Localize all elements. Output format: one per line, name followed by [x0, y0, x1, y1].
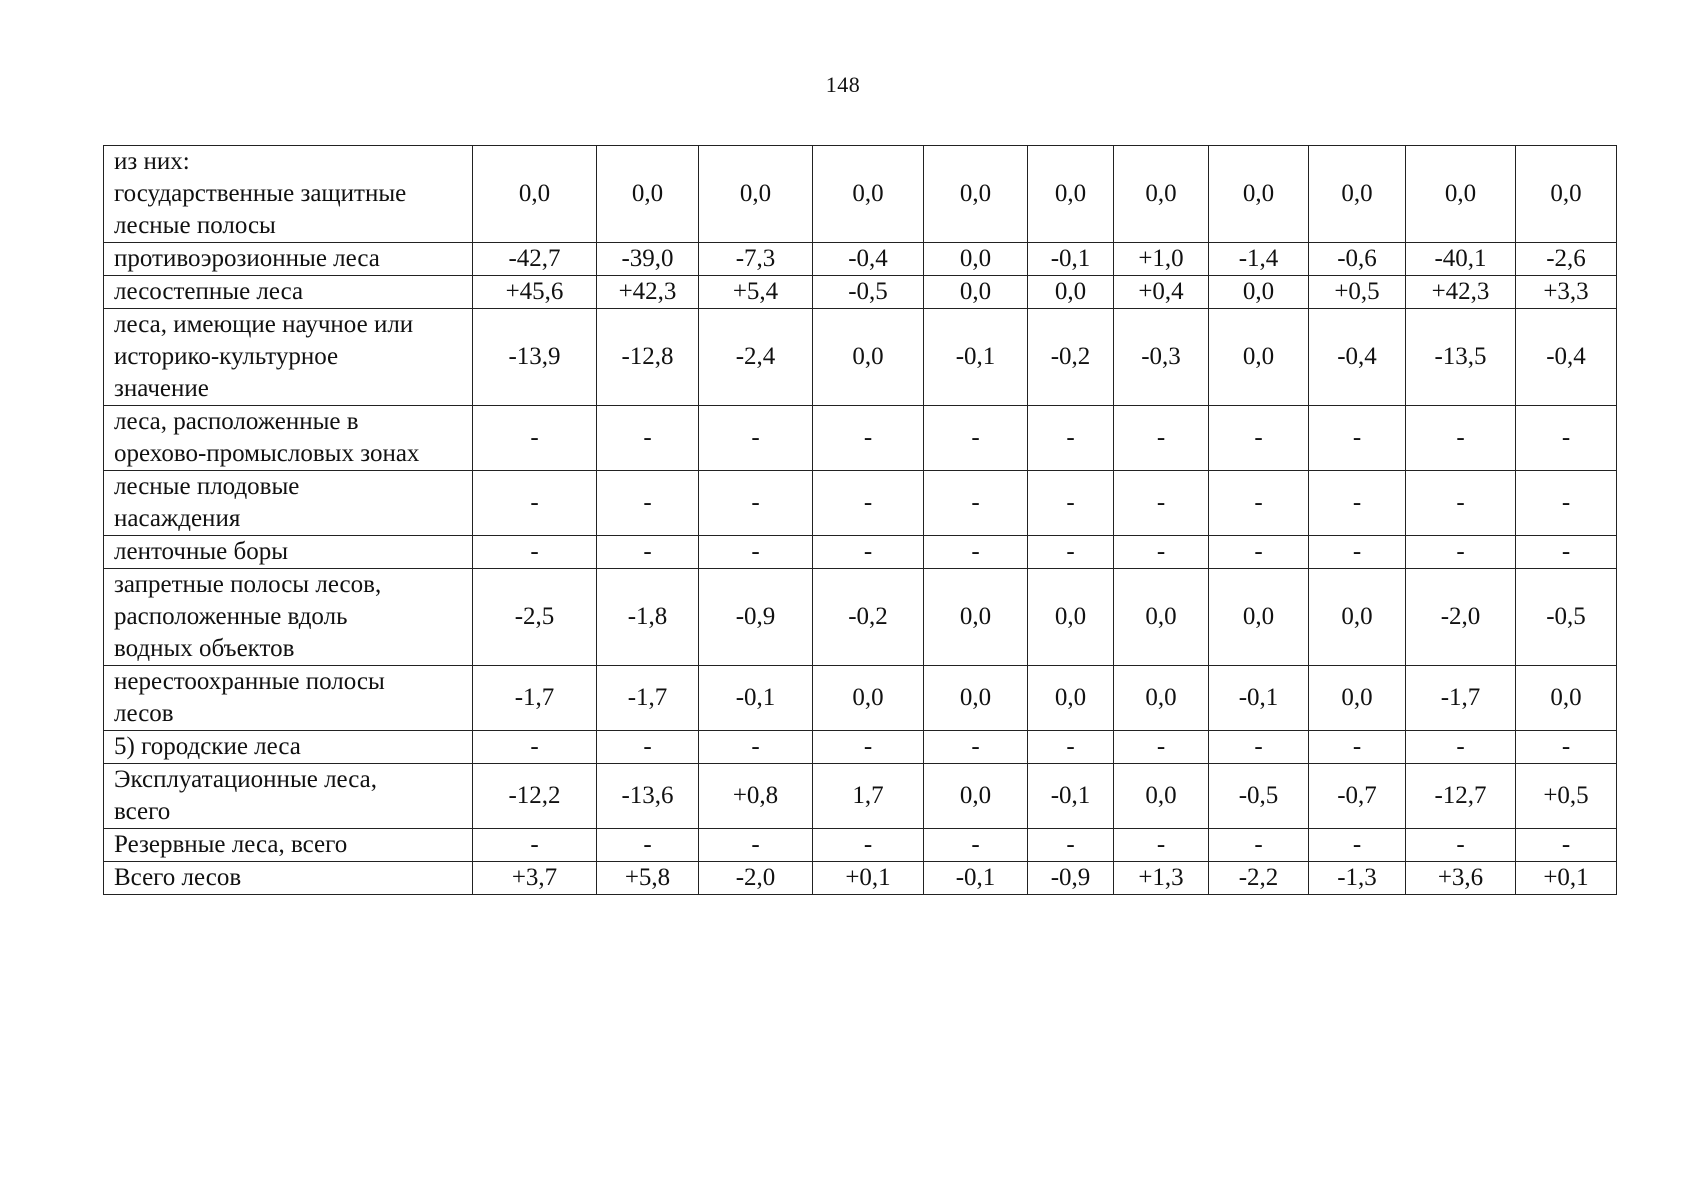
value-cell: 0,0 [1209, 276, 1309, 309]
value-cell: - [473, 731, 597, 764]
value-cell: - [1309, 536, 1406, 569]
value-cell: -0,4 [813, 243, 924, 276]
value-cell: -1,7 [1406, 666, 1516, 731]
value-cell: 0,0 [924, 666, 1028, 731]
value-cell: 1,7 [813, 764, 924, 829]
value-cell: - [1114, 406, 1209, 471]
value-cell: -2,5 [473, 569, 597, 666]
value-cell: - [1209, 406, 1309, 471]
value-cell: 0,0 [1209, 146, 1309, 243]
value-cell: - [699, 829, 813, 862]
value-cell: - [813, 829, 924, 862]
value-cell: - [1114, 471, 1209, 536]
value-cell: 0,0 [1209, 569, 1309, 666]
value-cell: - [1406, 731, 1516, 764]
value-cell: - [597, 829, 699, 862]
value-cell: 0,0 [1114, 764, 1209, 829]
table-row [104, 569, 1617, 666]
value-cell: - [924, 731, 1028, 764]
value-cell: - [813, 406, 924, 471]
value-cell: - [699, 471, 813, 536]
value-cell: - [1516, 731, 1617, 764]
value-cell: - [1209, 829, 1309, 862]
value-cell: - [924, 536, 1028, 569]
value-cell: - [1028, 406, 1114, 471]
value-cell: -13,9 [473, 309, 597, 406]
value-cell: - [473, 829, 597, 862]
page-number: 148 [825, 72, 861, 97]
value-cell: -0,4 [1309, 309, 1406, 406]
value-cell: 0,0 [1114, 569, 1209, 666]
value-cell: 0,0 [1309, 146, 1406, 243]
value-cell: - [1028, 731, 1114, 764]
value-cell: - [1516, 471, 1617, 536]
value-cell: - [1516, 829, 1617, 862]
value-cell: +5,8 [597, 862, 699, 895]
table-row [104, 829, 1617, 862]
value-cell: +0,8 [699, 764, 813, 829]
value-cell: 0,0 [1114, 666, 1209, 731]
value-cell: -0,1 [924, 862, 1028, 895]
value-cell: - [1516, 536, 1617, 569]
value-cell: 0,0 [1406, 146, 1516, 243]
value-cell: -13,5 [1406, 309, 1516, 406]
value-cell: -12,8 [597, 309, 699, 406]
value-cell: -0,9 [1028, 862, 1114, 895]
value-cell: +0,5 [1309, 276, 1406, 309]
value-cell: - [1209, 471, 1309, 536]
value-cell: - [1309, 406, 1406, 471]
table-row [104, 666, 1617, 731]
value-cell: -2,4 [699, 309, 813, 406]
table-row [104, 764, 1617, 829]
table-row [104, 243, 1617, 276]
table-row [104, 309, 1617, 406]
value-cell: - [1309, 829, 1406, 862]
value-cell: +45,6 [473, 276, 597, 309]
value-cell: -12,2 [473, 764, 597, 829]
row-label: Резервные леса, всего [104, 829, 473, 862]
value-cell: -1,4 [1209, 243, 1309, 276]
value-cell: -0,2 [813, 569, 924, 666]
value-cell: +0,1 [813, 862, 924, 895]
value-cell: -0,1 [924, 309, 1028, 406]
value-cell: -0,1 [1209, 666, 1309, 731]
value-cell: - [1114, 829, 1209, 862]
value-cell: - [1028, 536, 1114, 569]
row-label: нерестоохранные полосы лесов [104, 666, 473, 731]
value-cell: - [1028, 471, 1114, 536]
value-cell: 0,0 [813, 666, 924, 731]
value-cell: +3,6 [1406, 862, 1516, 895]
value-cell: - [1114, 731, 1209, 764]
value-cell: -1,3 [1309, 862, 1406, 895]
row-label: 5) городские леса [104, 731, 473, 764]
value-cell: - [699, 406, 813, 471]
value-cell: -39,0 [597, 243, 699, 276]
value-cell: - [924, 471, 1028, 536]
value-cell: - [699, 731, 813, 764]
value-cell: 0,0 [473, 146, 597, 243]
value-cell: +0,5 [1516, 764, 1617, 829]
value-cell: +0,4 [1114, 276, 1209, 309]
value-cell: +0,1 [1516, 862, 1617, 895]
value-cell: 0,0 [1028, 569, 1114, 666]
value-cell: 0,0 [1028, 276, 1114, 309]
value-cell: -0,5 [1516, 569, 1617, 666]
value-cell: -12,7 [1406, 764, 1516, 829]
value-cell: -0,4 [1516, 309, 1617, 406]
row-label: леса, расположенные в орехово-промысловых зонах [104, 406, 473, 471]
row-label: из них: государственные защитные лесные полосы [104, 146, 473, 243]
value-cell: -0,1 [699, 666, 813, 731]
value-cell: 0,0 [1209, 309, 1309, 406]
row-label: запретные полосы лесов, расположенные вдоль водных объектов [104, 569, 473, 666]
value-cell: -2,0 [1406, 569, 1516, 666]
table-row [104, 471, 1617, 536]
value-cell: - [813, 731, 924, 764]
value-cell: +5,4 [699, 276, 813, 309]
value-cell: - [1028, 829, 1114, 862]
value-cell: 0,0 [1309, 569, 1406, 666]
value-cell: +42,3 [1406, 276, 1516, 309]
value-cell: -0,1 [1028, 764, 1114, 829]
row-label: ленточные боры [104, 536, 473, 569]
value-cell: -42,7 [473, 243, 597, 276]
value-cell: - [597, 536, 699, 569]
value-cell: +1,0 [1114, 243, 1209, 276]
value-cell: - [597, 731, 699, 764]
value-cell: - [597, 471, 699, 536]
value-cell: -40,1 [1406, 243, 1516, 276]
value-cell: -2,0 [699, 862, 813, 895]
value-cell: -0,9 [699, 569, 813, 666]
value-cell: +1,3 [1114, 862, 1209, 895]
value-cell: - [1209, 731, 1309, 764]
value-cell: - [924, 406, 1028, 471]
value-cell: 0,0 [1114, 146, 1209, 243]
value-cell: -1,7 [473, 666, 597, 731]
value-cell: 0,0 [924, 764, 1028, 829]
value-cell: - [1516, 406, 1617, 471]
value-cell: - [813, 536, 924, 569]
value-cell: 0,0 [924, 146, 1028, 243]
value-cell: - [699, 536, 813, 569]
value-cell: 0,0 [1516, 146, 1617, 243]
value-cell: 0,0 [813, 309, 924, 406]
row-label: Всего лесов [104, 862, 473, 895]
table-row [104, 536, 1617, 569]
table-row [104, 276, 1617, 309]
value-cell: -13,6 [597, 764, 699, 829]
value-cell: - [924, 829, 1028, 862]
value-cell: - [1114, 536, 1209, 569]
value-cell: - [1406, 829, 1516, 862]
row-label: лесные плодовые насаждения [104, 471, 473, 536]
value-cell: +3,7 [473, 862, 597, 895]
value-cell: - [473, 406, 597, 471]
value-cell: -0,1 [1028, 243, 1114, 276]
row-label: Эксплуатационные леса, всего [104, 764, 473, 829]
value-cell: 0,0 [924, 243, 1028, 276]
table-row [104, 146, 1617, 243]
table-row [104, 731, 1617, 764]
value-cell: -2,6 [1516, 243, 1617, 276]
value-cell: - [1309, 731, 1406, 764]
value-cell: -1,8 [597, 569, 699, 666]
value-cell: -0,6 [1309, 243, 1406, 276]
value-cell: 0,0 [1028, 666, 1114, 731]
row-label: лесостепные леса [104, 276, 473, 309]
value-cell: - [1209, 536, 1309, 569]
value-cell: -0,2 [1028, 309, 1114, 406]
row-label: леса, имеющие научное или историко-культурное значение [104, 309, 473, 406]
value-cell: - [1406, 536, 1516, 569]
value-cell: -7,3 [699, 243, 813, 276]
value-cell: - [1406, 406, 1516, 471]
value-cell: - [473, 536, 597, 569]
value-cell: -2,2 [1209, 862, 1309, 895]
value-cell: 0,0 [1028, 146, 1114, 243]
value-cell: 0,0 [924, 276, 1028, 309]
value-cell: +42,3 [597, 276, 699, 309]
value-cell: 0,0 [813, 146, 924, 243]
table-row [104, 406, 1617, 471]
table-row [104, 862, 1617, 895]
value-cell: 0,0 [597, 146, 699, 243]
value-cell: 0,0 [1309, 666, 1406, 731]
table-body [104, 146, 1617, 895]
value-cell: -0,5 [1209, 764, 1309, 829]
value-cell: +3,3 [1516, 276, 1617, 309]
value-cell: - [597, 406, 699, 471]
value-cell: - [473, 471, 597, 536]
forest-change-table [103, 145, 1617, 895]
value-cell: -0,3 [1114, 309, 1209, 406]
value-cell: -0,5 [813, 276, 924, 309]
value-cell: - [1309, 471, 1406, 536]
value-cell: - [1406, 471, 1516, 536]
value-cell: 0,0 [699, 146, 813, 243]
value-cell: 0,0 [924, 569, 1028, 666]
value-cell: -1,7 [597, 666, 699, 731]
row-label: противоэрозионные леса [104, 243, 473, 276]
value-cell: 0,0 [1516, 666, 1617, 731]
value-cell: - [813, 471, 924, 536]
value-cell: -0,7 [1309, 764, 1406, 829]
